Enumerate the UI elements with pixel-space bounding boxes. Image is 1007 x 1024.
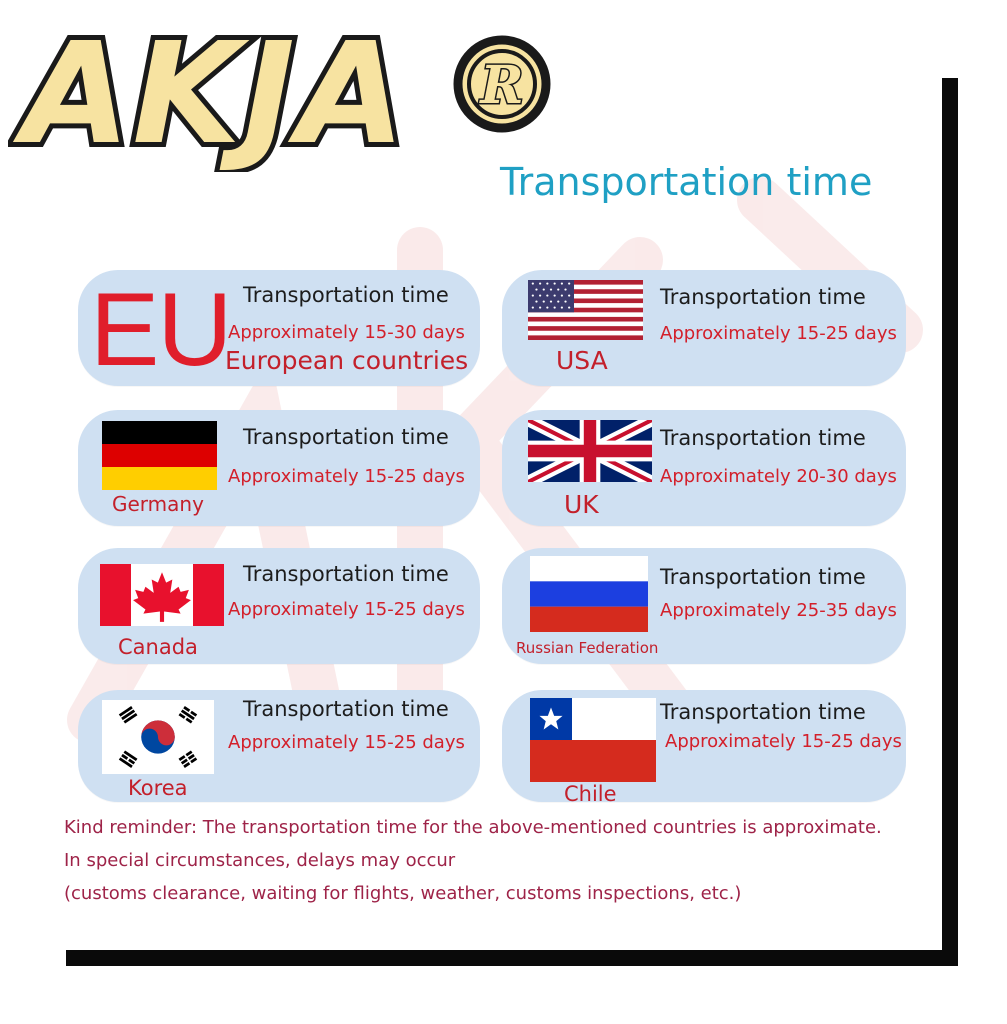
card-uk-country: UK [564, 490, 599, 519]
card-chile-country: Chile [564, 782, 617, 806]
card-chile-days: Approximately 15-25 days [665, 731, 902, 752]
card-germany-country: Germany [112, 492, 204, 516]
brand-logo-text: AKJA [22, 13, 408, 172]
card-russia-country: Russian Federation [516, 639, 659, 657]
card-germany-title: Transportation time [243, 425, 449, 449]
uk-flag-icon [528, 420, 652, 482]
germany-flag-icon [102, 421, 217, 490]
card-canada-days: Approximately 15-25 days [228, 599, 465, 620]
russia-flag-icon [530, 556, 648, 632]
brand-logo [8, 2, 568, 172]
usa-flag-icon [528, 280, 643, 340]
card-canada-country: Canada [118, 635, 198, 659]
frame-shadow-bottom [66, 950, 958, 966]
card-uk-days: Approximately 20-30 days [660, 466, 897, 487]
korea-flag-icon [102, 700, 214, 774]
card-germany-days: Approximately 15-25 days [228, 466, 465, 487]
card-eu-country: European countries [225, 346, 469, 375]
card-russia-title: Transportation time [660, 565, 866, 589]
card-korea-days: Approximately 15-25 days [228, 732, 465, 753]
card-eu-days: Approximately 15-30 days [228, 322, 465, 343]
card-uk-title: Transportation time [660, 426, 866, 450]
card-usa-days: Approximately 15-25 days [660, 323, 897, 344]
svg-text:R: R [480, 55, 524, 116]
card-korea-country: Korea [128, 776, 188, 800]
canada-flag-icon [100, 564, 224, 626]
registered-mark-icon [458, 40, 546, 128]
card-chile-title: Transportation time [660, 700, 866, 724]
reminder-line-3: (customs clearance, waiting for flights, weather, customs inspections, etc.) [64, 883, 742, 904]
card-eu-title: Transportation time [243, 283, 449, 307]
chile-flag-icon [530, 698, 656, 782]
page-title: Transportation time [500, 160, 873, 204]
frame-shadow-right [942, 78, 958, 964]
reminder-line-1: Kind reminder: The transportation time for the above-mentioned countries is approximate. [64, 817, 882, 838]
card-canada-title: Transportation time [243, 562, 449, 586]
card-russia-days: Approximately 25-35 days [660, 600, 897, 621]
reminder-line-2: In special circumstances, delays may occur [64, 850, 456, 871]
card-usa-title: Transportation time [660, 285, 866, 309]
card-korea-title: Transportation time [243, 697, 449, 721]
card-usa-country: USA [556, 346, 608, 375]
eu-logo: EU [90, 272, 231, 388]
